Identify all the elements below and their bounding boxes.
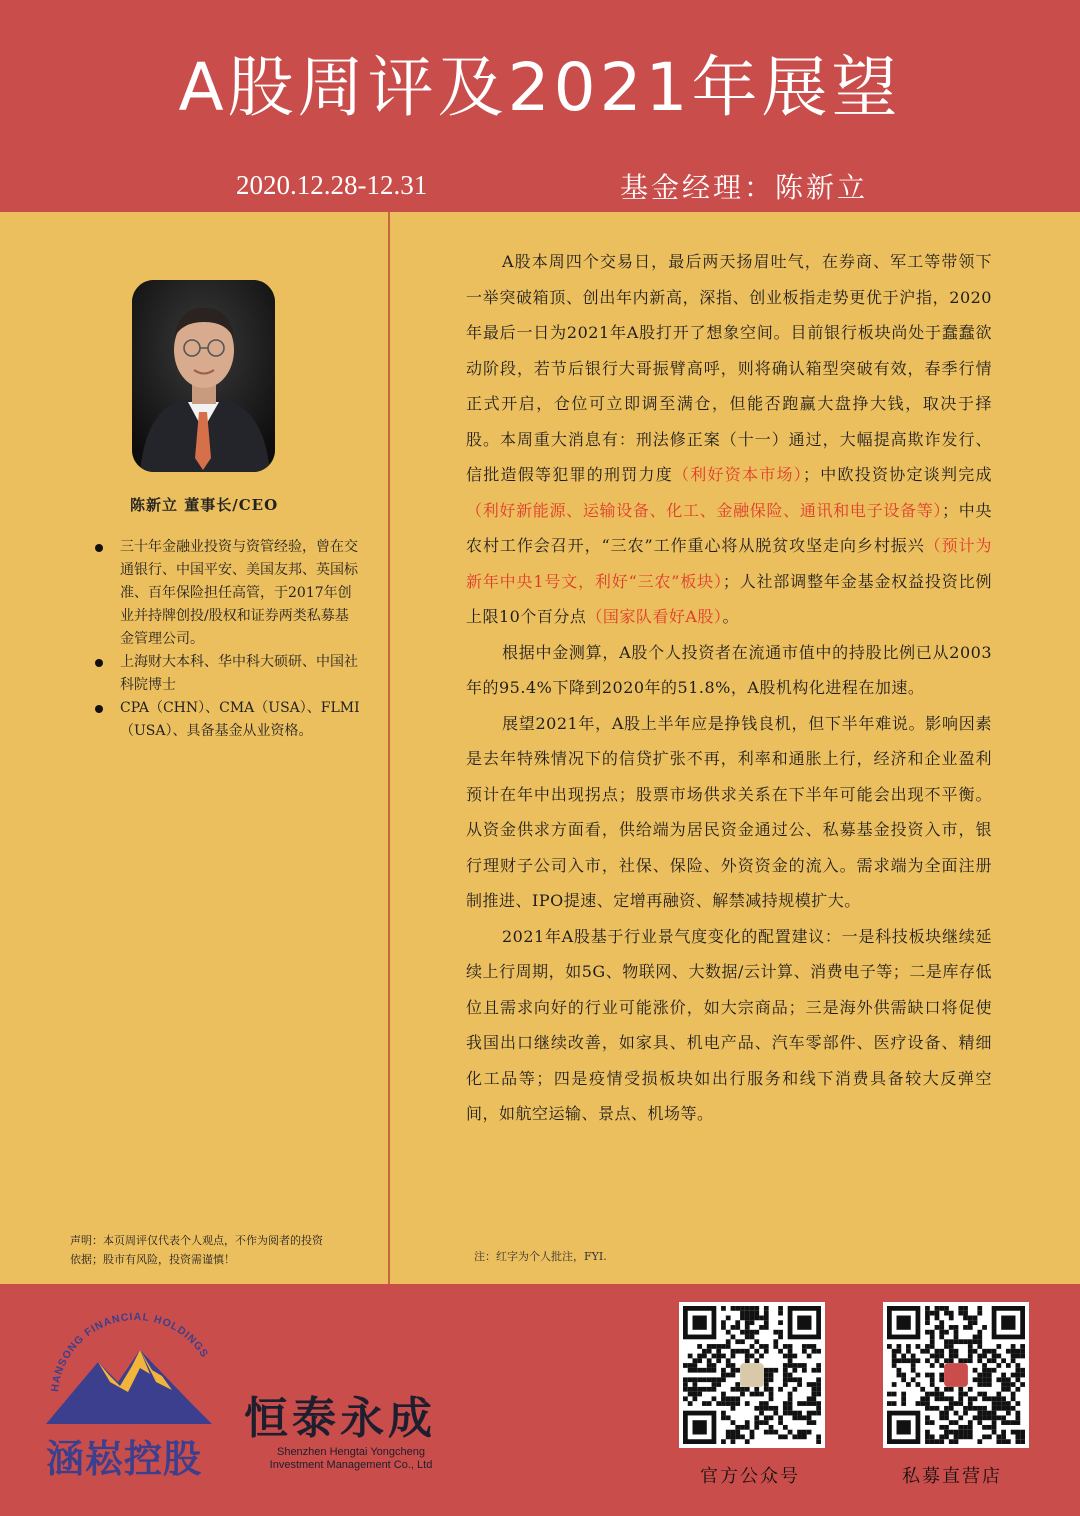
qr-code-icon (887, 1306, 1025, 1444)
article-body (466, 244, 992, 1132)
hengtai-name: 恒泰永成 (244, 1393, 436, 1444)
paragraph-text: ；人社部调整年金基金权益投资比例上限10个百分点 (466, 571, 992, 626)
paragraph-text: 。 (722, 607, 739, 626)
page-title: A股周评及2021年展望 (178, 49, 902, 126)
article-paragraph-2: 根据中金测算，A股个人投资者在流通市值中的持股比例已从2003年的95.4%下降到2020年的51.8%，A股机构化进程在加速。 (466, 642, 992, 697)
private-store-label: 私募直营店 (902, 1466, 1002, 1487)
hengtai-logo (244, 1382, 474, 1472)
hansong-mountain-logo (40, 1312, 225, 1432)
hansong-logo (40, 1312, 225, 1482)
paragraph-text: ；中欧投资协定谈判完成 (802, 465, 992, 484)
paragraph-text: A股本周四个交易日，最后两天扬眉吐气，在券商、军工等带领下一举突破箱顶、创出年内新高，深指、创业板指走势更优于沪指，2020年最后一日为2021年A股打开了想象空间。目前银行板块尚处于蠢蠢欲动阶段，若节后银行大哥振臂高呼，则将确认箱型突破有效，春季行情正式开启，仓位可立即调至满仓，但能否跑赢大盘挣大钱，取决于择股。本周重大消息有：刑法修正案（十一）通过，大幅提高欺诈发行、信批造假等犯罪的刑罚力度 (466, 252, 992, 484)
annotation-text: （利好新能源、运输设备、化工、金融保险、通讯和电子设备等） (466, 500, 943, 520)
paragraph-text: ；中央农村工作会召开，“三农”工作重心将从脱贫攻坚走向乡村振兴 (466, 500, 992, 555)
disclaimer-text: 声明：本页周评仅代表个人观点，不作为阅者的投资依据；股市有风险，投资需谨慎！ (70, 1234, 323, 1266)
svg-text:HANSONG FINANCIAL HOLDINGS: HANSONG FINANCIAL HOLDINGS (48, 1312, 211, 1393)
bio-item: 上海财大本科、华中科大硕研、中国社科院博士 (92, 651, 360, 697)
fund-manager-label: 基金经理：陈新立 (620, 171, 869, 204)
article-paragraph-1 (466, 244, 992, 635)
hengtai-en-line2: Investment Management Co., Ltd (269, 1459, 433, 1471)
date-range: 2020.12.28-12.31 (236, 170, 428, 200)
bio-item: CPA（CHN）、CMA（USA）、FLMI（USA）、具备基金从业资格。 (92, 697, 360, 743)
private-store-qr-code[interactable] (883, 1302, 1029, 1448)
hansong-name: 涵崧控股 (46, 1437, 203, 1481)
portrait-image (132, 280, 275, 472)
article-paragraph-4: 2021年A股基于行业景气度变化的配置建议：一是科技板块继续延续上行周期，如5G、物联网、大数据/云计算、消费电子等；二是库存低位且需求向好的行业可能涨价，如大宗商品；三是海外供需缺口将促使我国出口继续改善，如家具、机电产品、汽车零部件、医疗设备、精细化工品等；四是疫情受损板块如出行服务和线下消费具备较大反弹空间，如航空运输、景点、机场等。 (466, 926, 992, 1123)
annotation-text: （预计为新年中央1号文，利好“三农”板块） (466, 536, 992, 591)
official-account-label: 官方公众号 (700, 1466, 800, 1487)
article-paragraph-3: 展望2021年，A股上半年应是挣钱良机，但下半年难说。影响因素是去年特殊情况下的信贷扩张不再，利率和通胀上行，经济和企业盈利预计在年中出现拐点；股票市场供求关系在下半年可能会出现不平衡。从资金供求方面看，供给端为居民资金通过公、私募基金投资入市，银行理财子公司入市，社保、保险、外资资金的流入。需求端为全面注册制推进、IPO提速、定增再融资、解禁减持规模扩大。 (466, 713, 992, 910)
hengtai-en-line1: Shenzhen Hengtai Yongcheng (276, 1446, 426, 1458)
manager-caption: 陈新立 董事长/CEO (130, 496, 279, 514)
annotation-text: （国家队看好A股） (586, 607, 723, 626)
bio-item: 三十年金融业投资与资管经验，曾在交通银行、中国平安、美国友邦、英国标准、百年保险担任高管，于2017年创业并持牌创投/股权和证券两类私募基金管理公司。 (92, 536, 360, 651)
header-banner (0, 0, 1080, 212)
manager-portrait (132, 280, 275, 472)
column-divider (388, 212, 390, 1284)
annotation-note: 注：红字为个人批注，FYI. (474, 1250, 607, 1263)
official-account-qr-code[interactable] (679, 1302, 825, 1448)
qr-code-icon (683, 1306, 821, 1444)
annotation-text: （利好资本市场） (672, 465, 803, 484)
manager-bio-list (92, 536, 360, 743)
